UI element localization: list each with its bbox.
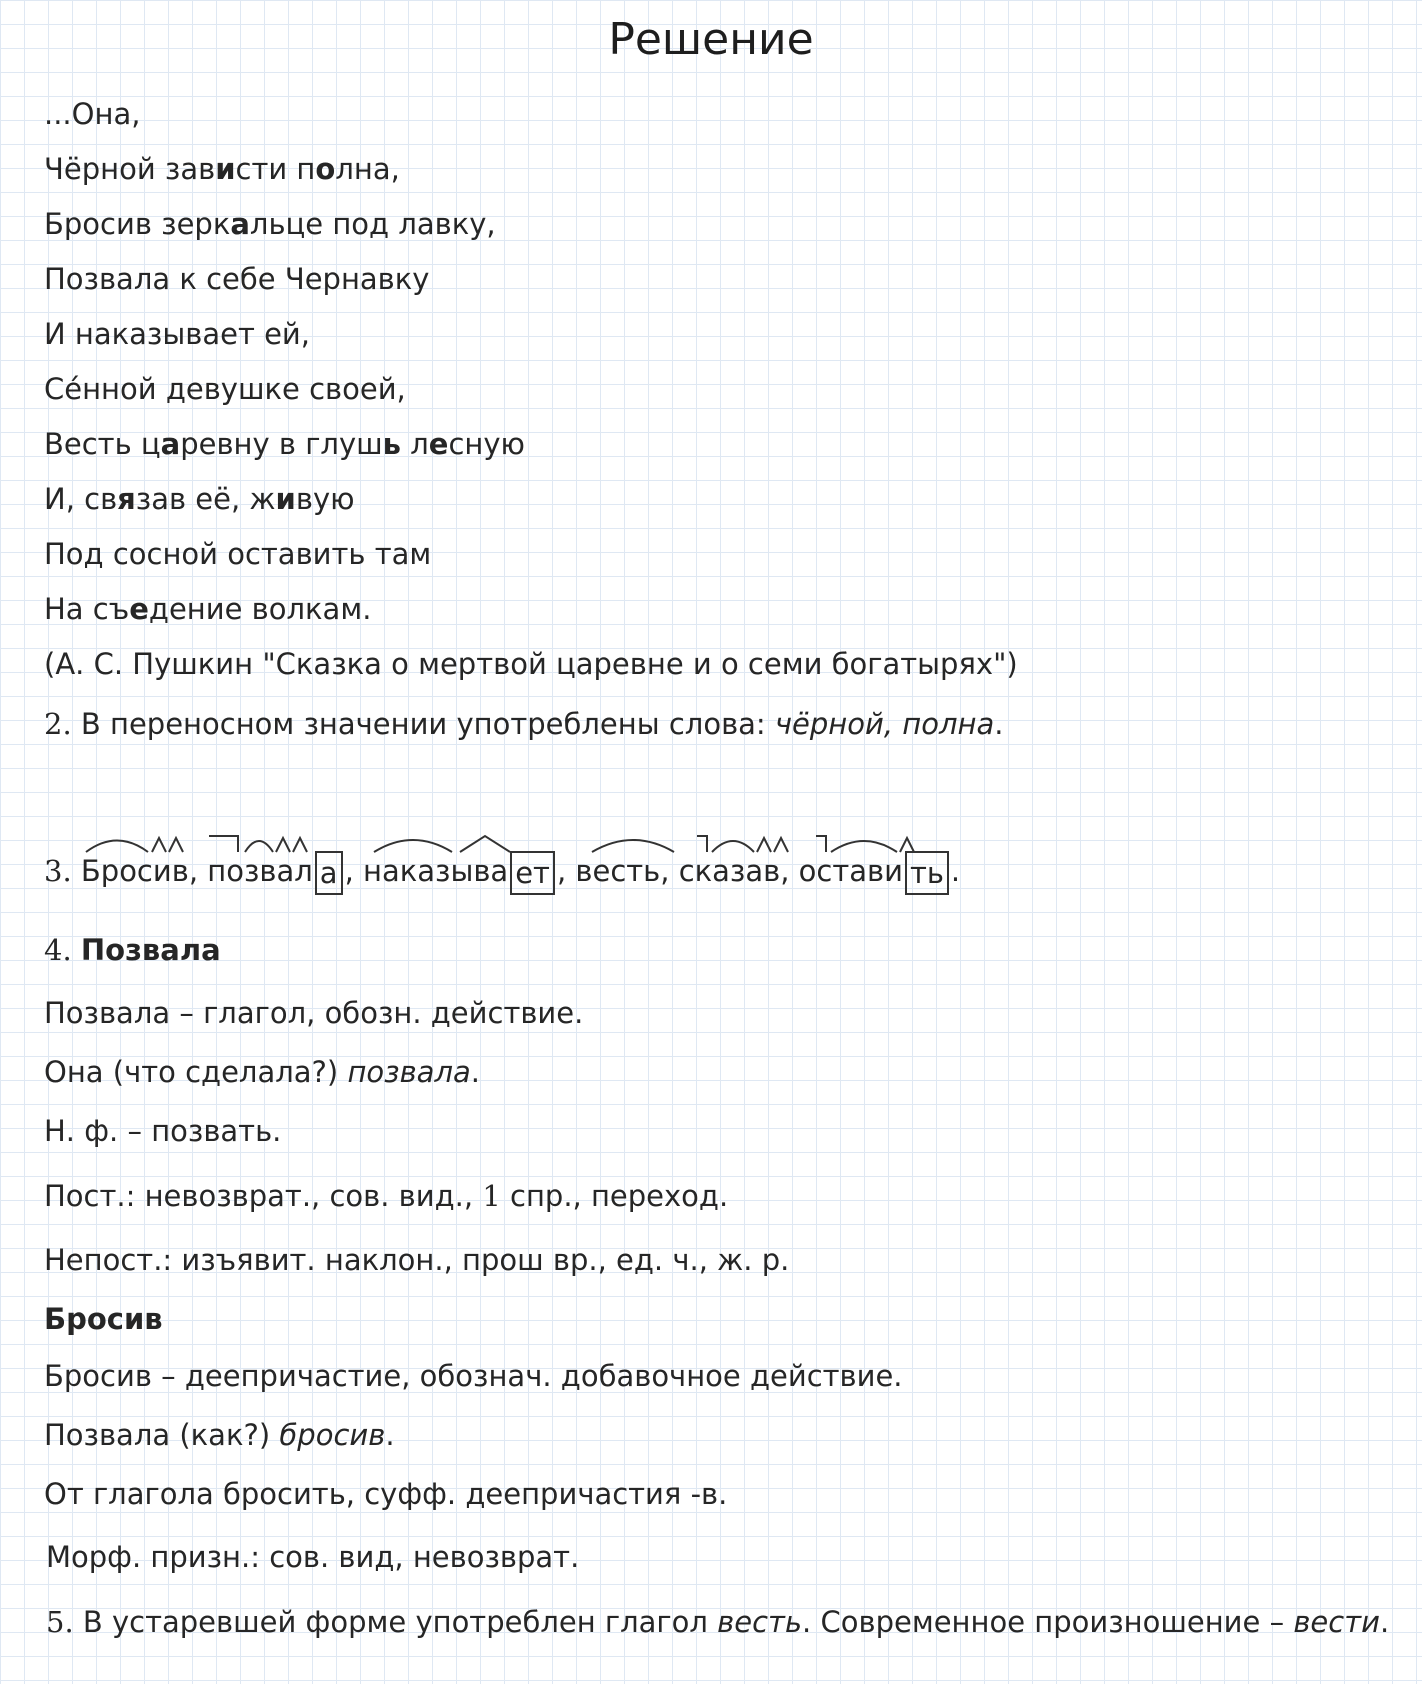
- task-3-number: 3.: [44, 854, 72, 888]
- suffix-mark-pozvala: [276, 838, 307, 852]
- task-5: 5. В устаревшей форме употреблен глагол весть. Современное произношение – вести.: [46, 1605, 1390, 1639]
- suffix-mark-skazav: [757, 838, 788, 852]
- task-4-heading: 4. Позвала: [44, 933, 221, 967]
- poem-line-1: ...Она,: [44, 97, 141, 131]
- poem-line-6: Се́нной девушке своей,: [44, 372, 406, 406]
- task-4-line-7: Позвала (как?) бросив.: [44, 1418, 395, 1452]
- suffix-mark-brosiv: [152, 838, 183, 852]
- task-4-line-1: Позвала – глагол, обозн. действие.: [44, 996, 584, 1030]
- task-2-number: 2.: [44, 707, 72, 741]
- task-4-line-6: Бросив – деепричастие, обознач. добавочное действие.: [44, 1359, 903, 1393]
- task-4-line-4: Пост.: невозврат., сов. вид., 1 спр., переход.: [44, 1179, 729, 1213]
- task-4-line-3: Н. ф. – позвать.: [44, 1114, 282, 1148]
- poem-line-2: Чёрной зависти полна,: [44, 152, 400, 186]
- poem-source: (А. С. Пушкин "Сказка о мертвой царевне и о семи богатырях"): [44, 647, 1018, 681]
- suffix-mark-ostavit: [900, 838, 914, 852]
- poem-line-10: На съедение волкам.: [44, 592, 372, 626]
- suffix-mark-nakazyvaet: [460, 836, 510, 852]
- task-4-line-9: Морф. призн.: сов. вид, невозврат.: [46, 1540, 580, 1574]
- prefix-mark-pozvala: [209, 836, 238, 852]
- ending-box: ет: [510, 851, 555, 895]
- task-2: 2. В переносном значении употреблены слова: чёрной, полна.: [44, 707, 1004, 741]
- poem-line-4: Позвала к себе Чернавку: [44, 262, 430, 296]
- ending-box: а: [315, 851, 343, 895]
- task-4-line-8: От глагола бросить, суфф. деепричастия -в.: [44, 1477, 728, 1511]
- poem-line-9: Под сосной оставить там: [44, 537, 432, 571]
- ending-box: ть: [905, 851, 949, 895]
- poem-line-5: И наказывает ей,: [44, 317, 310, 351]
- task-5-number: 5.: [46, 1605, 74, 1639]
- task-3: 3. Бросив, позвал а , наказыва ет , весть, сказав, остави ть .: [44, 851, 960, 895]
- prefix-mark-ostavit: [816, 836, 826, 852]
- prefix-mark-skazav: [697, 836, 707, 852]
- poem-line-7: Весть царевну в глушь лесную: [44, 427, 525, 461]
- task-4-number: 4.: [44, 933, 72, 967]
- poem-line-3: Бросив зеркальце под лавку,: [44, 207, 496, 241]
- page-title: Решение: [608, 14, 814, 65]
- task-4-line-2: Она (что сделала?) позвала.: [44, 1055, 480, 1089]
- task-4-subheading: Бросив: [44, 1302, 163, 1336]
- task-4-line-5: Непост.: изъявит. наклон., прош вр., ед. ч., ж. р.: [44, 1243, 790, 1277]
- poem-line-8: И, связав её, живую: [44, 482, 355, 516]
